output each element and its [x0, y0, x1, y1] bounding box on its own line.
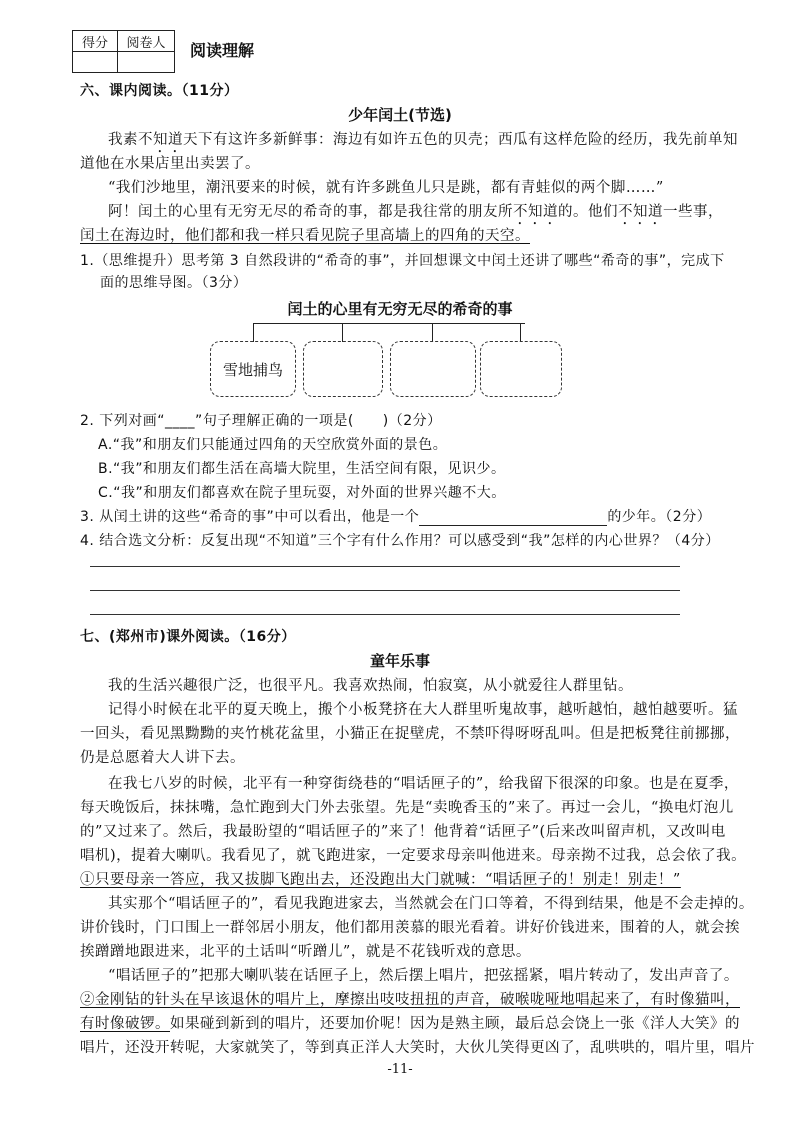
part7-line	[80, 868, 681, 889]
mindmap-branch	[342, 323, 343, 342]
mindmap-connector	[253, 323, 525, 324]
mindmap-branch	[432, 323, 433, 342]
part7-line: 每天晚饭后，抹抹嘴，急忙跑到大门外去张望。先是“卖晚香玉的”来了。再过一会儿，“换电灯泡儿	[80, 800, 734, 816]
question-1-cont: 面的思维导图。（3分）	[100, 275, 248, 291]
answer-blank[interactable]	[419, 511, 607, 526]
part6-passage-title: 少年闰土(节选)	[348, 106, 452, 124]
part7-line	[80, 1012, 740, 1033]
score-label: 得分	[73, 31, 118, 52]
dotted-text: 不知道	[618, 204, 663, 220]
mindmap-branch	[520, 323, 521, 342]
part6-paragraph-2: “我们沙地里，潮汛要来的时候，就有许多跳鱼儿只是跳，都有青蛙似的两个脚……”	[108, 180, 664, 196]
answer-line[interactable]	[90, 614, 680, 615]
part7-line: 挨蹭蹭地跟进来，北平的土话叫“听蹭儿”，就是不花钱听戏的意思。	[80, 944, 531, 960]
underlined-sentence-2: 有时像猫叫，	[650, 992, 740, 1008]
part6-paragraph-1-cont: 道他在水果店里出卖罢了。	[80, 156, 260, 172]
part7-line: 唱片，还没开转呢，大家就笑了，等到真正洋人大笑时，大伙儿笑得更凶了，乱哄哄的，唱片里，唱片	[80, 1040, 755, 1056]
text-run: 的少年。（2分）	[607, 509, 712, 525]
page-number: -11-	[387, 1062, 413, 1077]
answer-line[interactable]	[90, 590, 680, 591]
part7-line: 记得小时候在北平的夏天晚上，搬个小板凳挤在大人群里听鬼故事，越听越怕，越怕越要听。猛	[108, 702, 738, 718]
part7-line: 唱机)，提着大喇叭。我看见了，就飞跑进家，一定要求母亲叫他进来。母亲拗不过我，总会依了我。	[80, 848, 747, 864]
part7-line: 讲价钱时，门口围上一群邻居小朋友，他们都用羡慕的眼光看着。讲好价钱进来，围着的人，就会挨	[80, 920, 740, 936]
grader-label: 阅卷人	[118, 31, 175, 52]
part7-line: “唱话匣子的”把那大喇叭装在话匣子上，然后摆上唱片，把弦摇紧，唱片转动了，发出声音了。	[108, 968, 739, 984]
part7-line: 我的生活兴趣很广泛，也很平凡。我喜欢热闹，怕寂寞，从小就爱往人群里钻。	[108, 678, 633, 694]
mindmap-box-1: 雪地捕鸟	[210, 341, 296, 397]
answer-line[interactable]	[90, 566, 680, 567]
grader-cell[interactable]	[118, 52, 175, 73]
text-run: 的。他们	[558, 204, 618, 220]
mindmap-branch	[253, 323, 254, 342]
question-2-option-b[interactable]: B.“我”和朋友们都生活在高墙大院里，生活空间有限，见识少。	[98, 461, 506, 477]
text-run: 天下有这许多新鲜事：海边有如许五色的贝壳；西瓜有这样危险的经历，我先前单知	[183, 132, 738, 148]
section-title: 阅读理解	[190, 41, 255, 60]
part6-heading: 六、课内阅读。（11分）	[80, 83, 239, 99]
part7-line: 在我七八岁的时候，北平有一种穿街绕巷的“唱话匣子的”，给我留下很深的印象。也是在夏季，	[108, 776, 739, 792]
dotted-text: 知道	[153, 132, 183, 148]
text-run: 3. 从闰土讲的这些“希奇的事”中可以看出，他是一个	[80, 509, 420, 525]
score-table	[72, 30, 175, 73]
mindmap-box-2[interactable]	[303, 341, 383, 397]
part7-line	[80, 988, 740, 1009]
mindmap-box-3[interactable]	[390, 341, 476, 397]
underlined-sentence-1: ①只要母亲一答应，我又拔脚飞跑出去，还没跑出大门就喊：“唱话匣子的！别走！别走！”	[80, 872, 681, 888]
question-2: 2. 下列对画“____”句子理解正确的一项是( )（2分）	[80, 413, 442, 429]
text-run: 我素不	[108, 132, 153, 148]
question-3	[80, 506, 711, 526]
mindmap-box-4[interactable]	[480, 341, 562, 397]
question-2-option-c[interactable]: C.“我”和朋友们都喜欢在院子里玩耍，对外面的世界兴趣不大。	[98, 485, 506, 501]
part7-passage-title: 童年乐事	[369, 652, 430, 670]
text-run: 阿！闰土的心里有无穷无尽的希奇的事，都是我往常的朋友所	[108, 204, 513, 220]
question-1: 1.（思维提升）思考第 3 自然段讲的“希奇的事”，并回想课文中闰土还讲了哪些“希奇的事”，完成下	[80, 253, 725, 269]
part7-heading: 七、(郑州市)课外阅读。（16分）	[80, 629, 296, 645]
mindmap-title: 闰土的心里有无穷无尽的希奇的事	[287, 300, 513, 318]
part6-paragraph-3-cont	[80, 224, 530, 245]
question-4: 4. 结合选文分析：反复出现“不知道”三个字有什么作用？可以感受到“我”怎样的内心世界？（4分）	[80, 533, 720, 549]
question-2-option-a[interactable]: A.“我”和朋友们只能通过四角的天空欣赏外面的景色。	[98, 437, 448, 453]
score-cell[interactable]	[73, 52, 118, 73]
part7-line: 一回头，看见黑黝黝的夹竹桃花盆里，小猫正在捉壁虎，不禁吓得呀呀乱叫。但是把板凳往前挪挪，	[80, 726, 740, 742]
underlined-sentence-2: ②金刚钻的针头在早该退休的唱片上，摩擦出吱吱扭扭的声音，破喉咙哑地唱起来了，	[80, 992, 650, 1008]
part7-line: 仍是总愿着大人讲下去。	[80, 750, 245, 766]
text-run: 一些事，	[663, 204, 723, 220]
text-run: 如果碰到新到的唱片，还要加价呢！因为是熟主顾，最后总会饶上一张《洋人大笑》的	[170, 1016, 740, 1032]
underlined-sentence: 闰土在海边时，他们都和我一样只看见院子里高墙上的四角的天空。	[80, 228, 530, 244]
part7-line: 其实那个“唱话匣子的”，看见我跑进家去，当然就会在门口等着，不得到结果，他是不会走掉的。	[108, 896, 754, 912]
part7-line: 的”又过来了。然后，我最盼望的“唱话匣子的”来了！他背着“话匣子”(后来改叫留声机，又改叫电	[80, 824, 726, 840]
underlined-sentence-2: 有时像破锣。	[80, 1016, 170, 1032]
dotted-text: 不知道	[513, 204, 558, 220]
